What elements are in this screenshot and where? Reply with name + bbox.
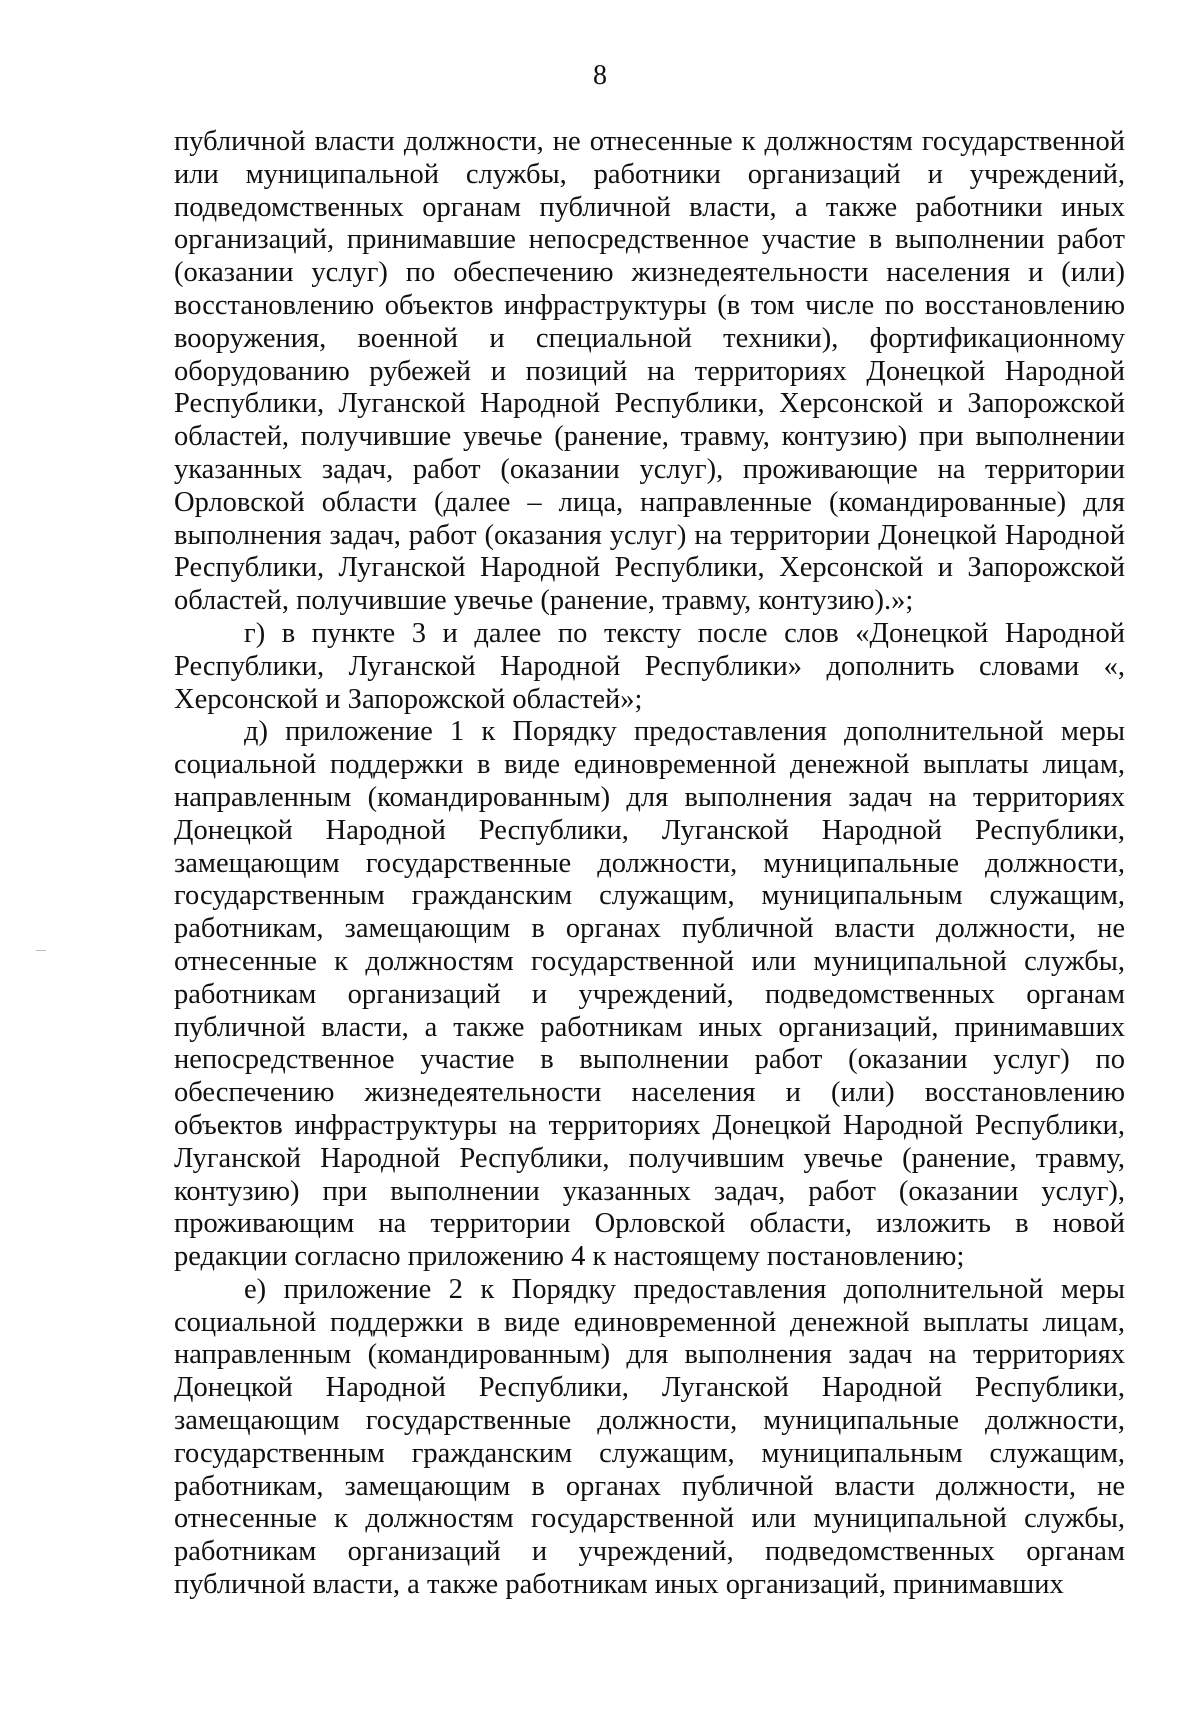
page-number: 8 [593,60,607,91]
document-body [174,126,1125,1602]
paragraph-item-e: е) приложение 2 к Порядку предоставления дополнительной меры социальной поддержки в виде единовременной денежной выплаты лицам, направленным (командированным) для выполнения задач на территориях Донецкой Народной Республики, Луганской Народной Республики, замещающим государственные должности, муниципальные должности, государственным гражданским служащим, муниципальным служащим, работникам, замещающим в органах публичной власти должности, не отнесенные к должностям государственной или муниципальной службы, работникам организаций и учреждений, подведомственных органам публичной власти, а также работникам иных организаций, принимавших [174,1273,1125,1601]
scan-margin-mark [36,950,46,951]
paragraph-continuation: публичной власти должности, не отнесенные к должностям государственной или муниципальной службы, работники организаций и учреждений, подведомственных органам публичной власти, а также работники иных организаций, принимавшие непосредственное участие в выполнении работ (оказании услуг) по обеспечению жизнедеятельности населения и (или) восстановлению объектов инфраструктуры (в том числе по восстановлению вооружения, военной и специальной техники), фортификационному оборудованию рубежей и позиций на территориях Донецкой Народной Республики, Луганской Народной Республики, Херсонской и Запорожской областей, получившие увечье (ранение, травму, контузию) при выполнении указанных задач, работ (оказании услуг), проживающие на территории Орловской области (далее – лица, направленные (командированные) для выполнения задач, работ (оказания услуг) на территории Донецкой Народной Республики, Луганской Народной Республики, Херсонской и Запорожской областей, получившие увечье (ранение, травму, контузию).»; [174,126,1125,617]
paragraph-item-d: д) приложение 1 к Порядку предоставления дополнительной меры социальной поддержки в виде единовременной денежной выплаты лицам, направленным (командированным) для выполнения задач на территориях Донецкой Народной Республики, Луганской Народной Республики, замещающим государственные должности, муниципальные должности, государственным гражданским служащим, муниципальным служащим, работникам, замещающим в органах публичной власти должности, не отнесенные к должностям государственной или муниципальной службы, работникам организаций и учреждений, подведомственных органам публичной власти, а также работникам иных организаций, принимавших непосредственное участие в выполнении работ (оказании услуг) по обеспечению жизнедеятельности населения и (или) восстановлению объектов инфраструктуры на территориях Донецкой Народной Республики, Луганской Народной Республики, получившим увечье (ранение, травму, контузию) при выполнении указанных задач, работ (оказании услуг), проживающим на территории Орловской области, изложить в новой редакции согласно приложению 4 к настоящему постановлению; [174,716,1125,1273]
paragraph-item-g: г) в пункте 3 и далее по тексту после слов «Донецкой Народной Республики, Луганской Народной Республики» дополнить словами «, Херсонской и Запорожской областей»; [174,617,1125,715]
